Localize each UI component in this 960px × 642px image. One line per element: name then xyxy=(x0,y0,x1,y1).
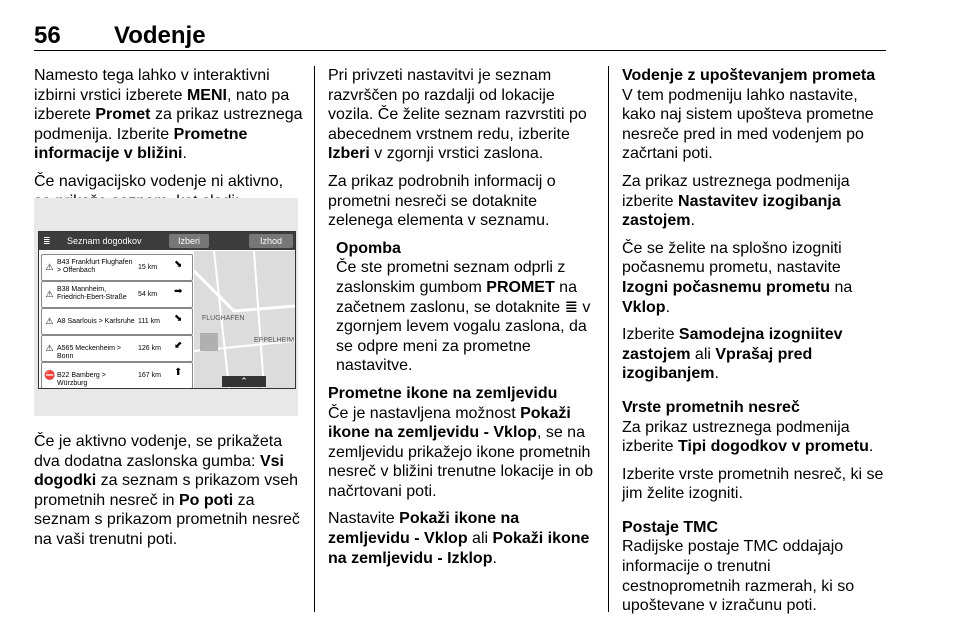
screen-title: Seznam dogodkov xyxy=(67,236,142,246)
direction-arrow-icon: ➡ xyxy=(174,286,183,297)
map-view[interactable]: FLUGHAFEN EPPELHEIM ⌃ xyxy=(194,251,295,388)
page-header xyxy=(34,22,886,51)
paragraph: Če navigacijsko vodenje ni aktivno, xyxy=(34,172,284,190)
list-item[interactable]: ⛔ B22 Bamberg > Würzburg 167 km ⬆ xyxy=(41,362,193,389)
column-2 xyxy=(328,66,596,576)
chapter-title: Vodenje xyxy=(114,22,206,49)
column-divider xyxy=(608,66,609,612)
paragraph: Če je aktivno vodenje, se prikažeta dva dodatna zaslonska gumba: Vsi dogodki za seznam s prikazom vseh prometnih nesreč in Po poti za seznam s prikazom prometnih nesreč na vaši trenutni poti. xyxy=(34,433,300,548)
list-item[interactable]: ⚠ B43 Frankfurt Flughafen > Offenbach 15 km ⬊ xyxy=(41,254,193,281)
paragraph: Za prikaz ustreznega podmenija izberite Nastavitev izogibanja zastojem. xyxy=(622,172,850,230)
column-1 xyxy=(34,66,304,219)
column-3 xyxy=(622,66,890,624)
direction-arrow-icon: ⬊ xyxy=(174,313,183,324)
section-title: Postaje TMC xyxy=(622,518,719,536)
direction-arrow-icon: ⬋ xyxy=(174,340,183,351)
traffic-warning-icon: ⚠ xyxy=(45,262,54,272)
note-box xyxy=(336,239,596,376)
menu-icon: ≣ xyxy=(564,298,578,316)
page-number: 56 xyxy=(34,22,61,49)
list-item[interactable]: ⚠ B38 Mannheim, Friedrich-Ebert-Straße 54 km ➡ xyxy=(41,281,193,308)
direction-arrow-icon: ⬆ xyxy=(174,367,183,378)
traffic-warning-icon: ⚠ xyxy=(45,343,54,353)
paragraph: Radijske postaje TMC oddajajo informacije o trenutni cestnoprometnih razmerah, ki so upoštevane v izračunu poti. xyxy=(622,538,855,615)
scroll-up-button[interactable]: ⌃ xyxy=(222,376,266,387)
column-divider xyxy=(314,66,315,612)
izhod-button[interactable]: Izhod xyxy=(249,234,293,248)
section-title: Vrste prometnih nesreč xyxy=(622,398,800,416)
column-1-lower xyxy=(34,432,304,558)
paragraph: Pri privzeti nastavitvi je seznam razvrščen po razdalji od lokacije vozila. Če želite seznam razvrstiti po abecednem vrstnem redu, izberite Izberi v zgornji vrstici zaslona. xyxy=(328,67,587,163)
traffic-warning-icon: ⚠ xyxy=(45,316,54,326)
road-closed-icon: ⛔ xyxy=(44,370,56,380)
paragraph: Če je nastavljena možnost Pokaži ikone na zemljevidu - Vklop, se na zemljevidu prikažejo ikone prometnih nesreč v bližini trenutne lokacije in ob načrtovani poti. xyxy=(328,404,594,500)
infotainment-screen xyxy=(38,231,296,389)
direction-arrow-icon: ⬊ xyxy=(174,259,183,270)
paragraph: Za prikaz ustreznega podmenija izberite Tipi dogodkov v prometu. xyxy=(622,418,874,456)
section-title: Vodenje z upoštevanjem prometa xyxy=(622,67,876,84)
traffic-warning-icon: ⚠ xyxy=(45,289,54,299)
note-title: Opomba xyxy=(336,239,401,257)
screen-top-bar xyxy=(39,232,295,250)
paragraph: Izberite vrste prometnih nesreč, ki se jim želite izogniti. xyxy=(622,465,884,503)
paragraph: Za prikaz podrobnih informacij o prometni nesreči se dotaknite zelenega elementa v seznamu. xyxy=(328,172,556,230)
paragraph: V tem podmeniju lahko nastavite, kako naj sistem upošteva prometne nesreče pred in med vodenjem po začrtani poti. xyxy=(622,86,874,163)
menu-icon: ≣ xyxy=(43,236,51,246)
note-text: Če ste prometni seznam odprli z zaslonskim gumbom PROMET na začetnem zaslonu, se dotaknite ≣ v zgornjem levem vogalu zaslona, da se odpre meni za prometne nastavitve. xyxy=(336,259,591,375)
paragraph: Izberite Samodejna izogniitev zastojem ali Vprašaj pred izogibanjem. xyxy=(622,326,843,383)
list-item[interactable]: ⚠ A565 Meckenheim > Bonn 126 km ⬋ xyxy=(41,335,193,362)
screenshot-figure xyxy=(34,198,298,416)
traffic-event-list xyxy=(39,251,193,388)
paragraph: Če se želite na splošno izogniti počasnemu prometu, nastavite Izogni počasnemu prometu na Vklop. xyxy=(622,239,853,316)
list-item[interactable]: ⚠ A8 Saarlouis > Karlsruhe 111 km ⬊ xyxy=(41,308,193,335)
izberi-button[interactable]: Izberi xyxy=(169,234,209,248)
paragraph: Nastavite Pokaži ikone na zemljevidu - Vklop ali Pokaži ikone na zemljevidu - Izklop. xyxy=(328,510,590,567)
map-control-icon xyxy=(200,333,218,351)
paragraph: Namesto tega lahko v interaktivni izbirni vrstici izberete MENI, nato pa izberete Promet za prikaz ustreznega podmenija. Izberite Prometne informacije v bližini. xyxy=(34,67,303,163)
section-title: Prometne ikone na zemljevidu xyxy=(328,384,558,402)
